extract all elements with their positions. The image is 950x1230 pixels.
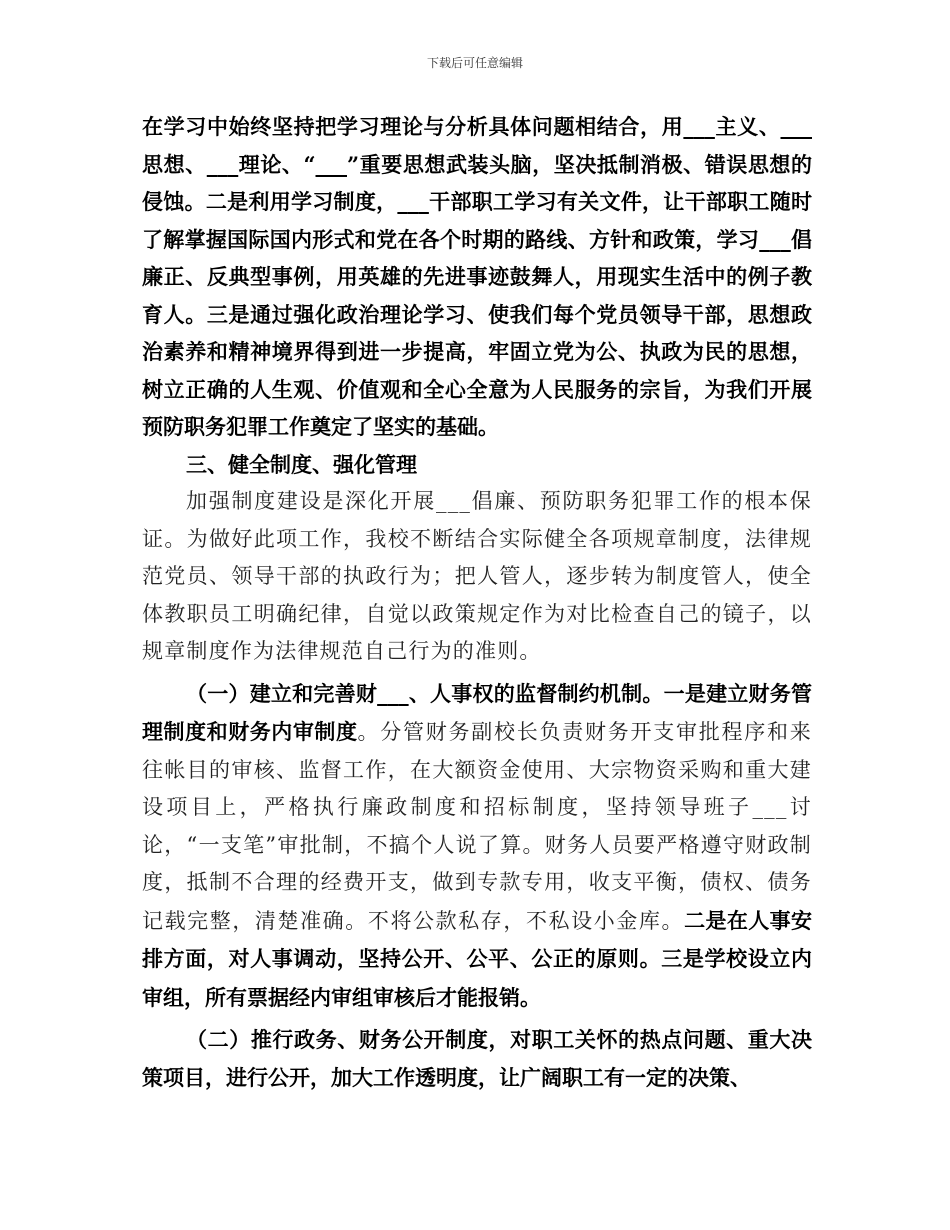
section-3-body: 加强制度建设是深化开展___倡廉、预防职务犯罪工作的根本保证。为做好此项工作，我校不断结合实际健全各项规章制度，法律规范党员、领导干部的执政行为；把人管人，逐步转为制度管人，使全体教职员工明确纪律，自觉以政策规定作为对比检查自己的镜子，以规章制度作为法律规范自己行为的准则。 (142, 489, 812, 663)
subsection-1-paragraph (142, 675, 812, 1018)
document-body (142, 108, 812, 1096)
subsection-1-body: 。分管财务副校长负责财务开支审批程序和来往帐目的审核、监督工作，在大额资金使用、大宗物资采购和重大建设项目上，严格执行廉政制度和招标制度，坚持领导班子___讨论，“一支笔”审批制，不搞个人说了算。财务人员要严格遵守财政制度，抵制不合理的经费开支，做到专款专用，收支平衡，债权、债务记载完整，清楚准确。不将公款私存，不私设小金库。 (142, 720, 813, 933)
subsection-1-heading: （一）建立和完善财___、人事权的监督制约机制。一是建立财务管理制度和财务内审制度 (142, 680, 812, 744)
subsection-2-paragraph: （二）推行政务、财务公开制度，对职工关怀的热点问题、重大决策项目，进行公开，加大工作透明度，让广阔职工有一定的决策、 (142, 1027, 812, 1090)
intro-paragraph: 在学习中始终坚持把学习理论与分析具体问题相结合，用___主义、___思想、___理论、“___”重要思想武装头脑，坚决抵制消极、错误思想的侵蚀。二是利用学习制度，___干部职工学习有关文件，让干部职工随时了解掌握国际国内形式和党在各个时期的路线、方针和政策，学习___倡廉正、反典型事例，用英雄的先进事迹鼓舞人，用现实生活中的例子教育人。三是通过强化政治理论学习、使我们每个党员领导干部，思想政治素养和精神境界得到进一步提高，牢固立党为公、执政为民的思想，树立正确的人生观、价值观和全心全意为人民服务的宗旨，为我们开展预防职务犯罪工作奠定了坚实的基础。 (142, 114, 812, 439)
page-header: 下载后可任意编辑 (426, 56, 523, 70)
section-heading-3: 三、健全制度、强化管理 (186, 451, 417, 477)
subsection-1-personnel: 二是在人事安排方面，对人事调动，坚持公开、公平、公正的原则。三是学校设立内审组，所有票据经内审组审核后才能报销。 (142, 907, 812, 1010)
